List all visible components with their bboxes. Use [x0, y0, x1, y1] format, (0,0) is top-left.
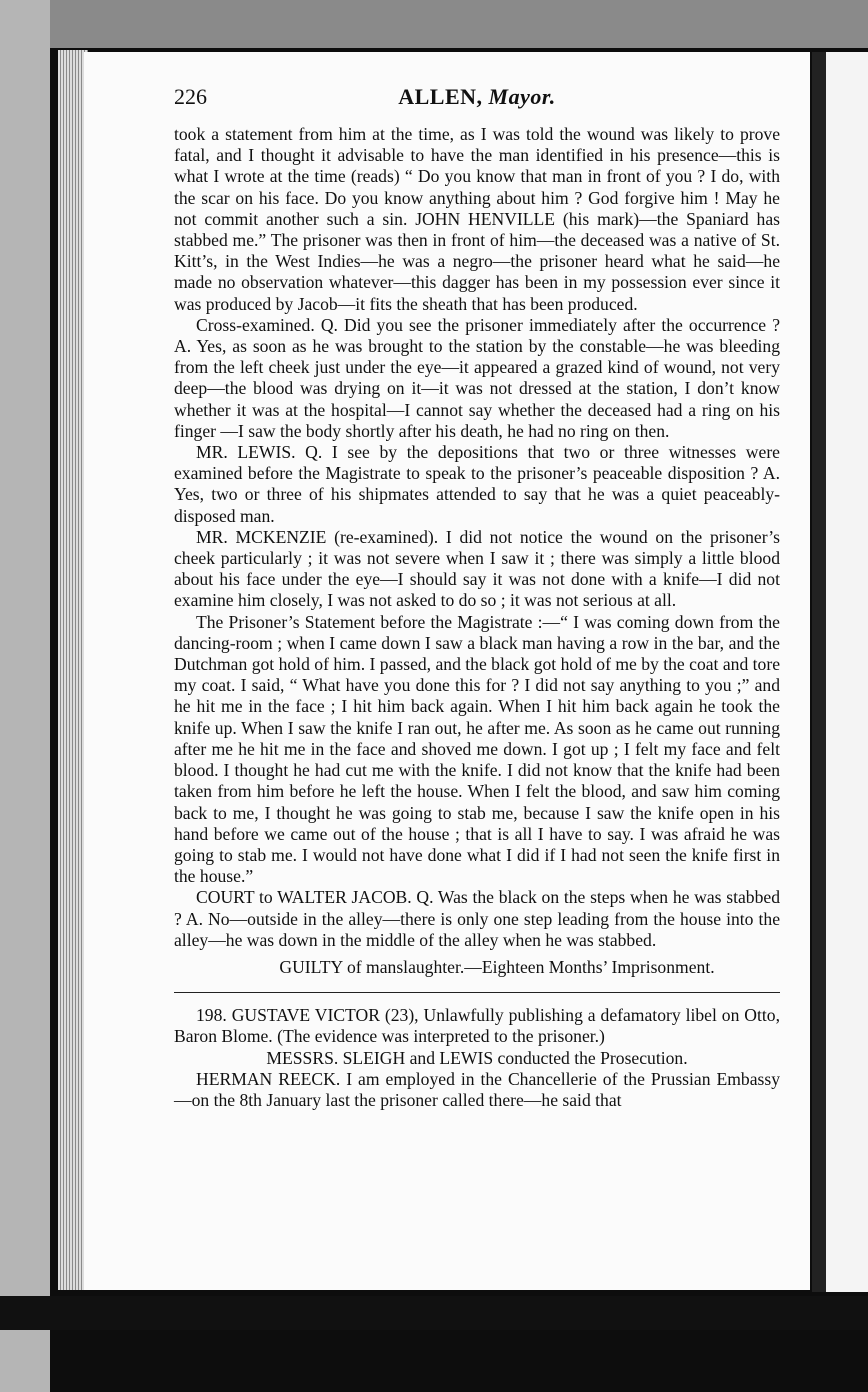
running-name: ALLEN, [398, 84, 483, 109]
scan-left-margin [0, 0, 50, 1392]
verdict: GUILTY of manslaughter.—Eighteen Months’ Imprisonment. [279, 956, 715, 977]
page-text [174, 84, 780, 1111]
case-counsel: MESSRS. SLEIGH and LEWIS conducted the Prosecution. [266, 1047, 688, 1068]
case-testimony: HERMAN REECK. I am employed in the Chancellerie of the Prussian Embassy—on the 8th January last the prisoner called there—he said that [174, 1068, 780, 1110]
paragraph-cross-examination: Cross-examined. Q. Did you see the prisoner immediately after the occurrence ? A. Yes, as soon as he was brought to the station by the constable—he was bleeding from the left cheek just under the eye—it appeared a grazed kind of wound, not very deep—the blood was drying on it—it was not dressed at the station, I don’t know whether it was at the hospital—I cannot say whether the deceased had a ring on his finger —I saw the body shortly after his death, he had no ring on then. [174, 314, 780, 441]
case-heading: 198. GUSTAVE VICTOR (23), Unlawfully publishing a defamatory libel on Otto, Baron Blome. (The evidence was interpreted to the prisoner.) [174, 1005, 780, 1047]
paragraph-prisoner-statement: The Prisoner’s Statement before the Magistrate :—“ I was coming down from the dancing-room ; when I came down I saw a black man having a row in the bar, and the Dutchman got hold of him. I passed, and the black got hold of me by the coat and tore my coat. I said, “ What have you done this for ? I did not say anything to you ;” and he hit me in the face ; I hit him back again. When I hit him back again he took the knife up. When I saw the knife I ran out, he after me. As soon as he came out running after me he hit me in the face and shoved me down. I got up ; I felt my face and felt blood. I thought he had cut me with the knife. I did not know that the knife had been taken from him before he left the house. When I felt the blood, and saw him coming back to me, I thought he was going to stab me, because I saw the knife open in his hand before we came out of the house ; that is all I have to say. I was afraid he was going to stab me. I would not have done what I did if I had not seen the knife first in the house.” [174, 611, 780, 887]
scan-top-margin [0, 0, 868, 48]
paragraph-mr-mckenzie: MR. MCKENZIE (re-examined). I did not notice the wound on the prisoner’s cheek particularly ; it was not severe when I saw it ; there was simply a little blood about his face under the eye—I should say it was not done with a knife—I did not examine him closely, I was not asked to do so ; it was not serious at all. [174, 526, 780, 611]
scan-bottom-shadow [0, 1296, 868, 1330]
paragraph-mr-lewis: MR. LEWIS. Q. I see by the depositions that two or three witnesses were examined before the Magistrate to speak to the prisoner’s peaceable disposition ? A. Yes, two or three of his shipmates attended to say that he was a quiet peaceably-disposed man. [174, 442, 780, 526]
paragraph-court: COURT to WALTER JACOB. Q. Was the black on the steps when he was stabbed ? A. No—outside in the alley—there is only one step leading from the house into the alley—he was down in the middle of the alley when he was stabbed. [174, 887, 780, 950]
running-title: Mayor. [488, 84, 556, 109]
paragraph-continuation: took a statement from him at the time, as I was told the wound was likely to prove fatal, and I thought it advisable to have the man identified in his presence—this is what I wrote at the time (reads) “ Do you know that man in front of you ? I do, with the scar on his face. Do you know anything about him ? God forgive him ! May he not commit another such a sin. JOHN HENVILLE (his mark)—the Spaniard has stabbed me.” The prisoner was then in front of him—the deceased was a native of St. Kitt’s, in the West Indies—he was a negro—the prisoner heard what he said—he made no observation whatever—this dagger has been in my possession ever since it was produced by Jacob—it fits the sheath that has been produced. [174, 124, 780, 314]
page-header [174, 84, 780, 124]
section-rule [174, 992, 780, 993]
book-gutter [812, 52, 826, 1292]
running-head [174, 84, 780, 110]
page-number: 226 [174, 84, 207, 109]
